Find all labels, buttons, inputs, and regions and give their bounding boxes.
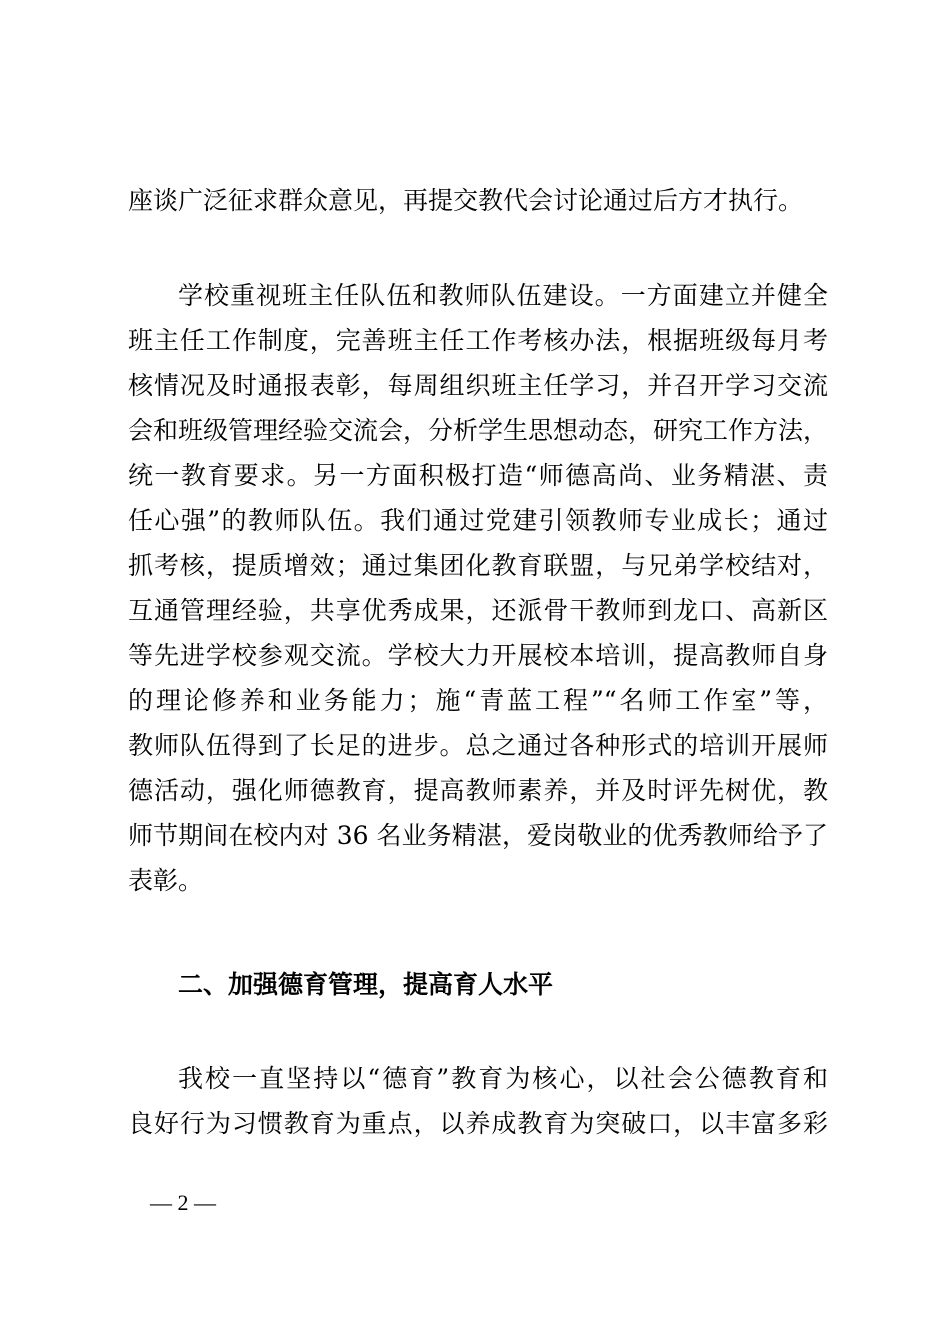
paragraph-2-line: 教师队伍得到了长足的进步。总之通过各种形式的培训开展师 (128, 731, 828, 760)
paragraph-2-line: 班主任工作制度，完善班主任工作考核办法，根据班级每月考 (128, 326, 828, 355)
paragraph-2-line: 会和班级管理经验交流会，分析学生思想动态，研究工作方法， (128, 416, 829, 445)
paragraph-2-line: 表彰。 (128, 866, 204, 895)
paragraph-1-line: 座谈广泛征求群众意见，再提交教代会讨论通过后方才执行。 (128, 186, 804, 215)
paragraph-2-line: 等先进学校参观交流。学校大力开展校本培训，提高教师自身 (128, 641, 828, 670)
paragraph-2-line: 师节期间在校内对 36 名业务精湛，爱岗敬业的优秀教师给予了 (128, 821, 828, 850)
paragraph-3-line: 我校一直坚持以“德育”教育为核心，以社会公德教育和 (178, 1064, 828, 1093)
paragraph-2-line: 互通管理经验，共享优秀成果，还派骨干教师到龙口、高新区 (128, 596, 828, 625)
paragraph-2-line: 学校重视班主任队伍和教师队伍建设。一方面建立并健全 (178, 281, 828, 310)
paragraph-2-line: 的理论修养和业务能力；施“青蓝工程”“名师工作室”等， (128, 686, 828, 715)
paragraph-2-line: 抓考核，提质增效；通过集团化教育联盟，与兄弟学校结对， (128, 551, 828, 580)
page-number: — 2 — (150, 1190, 216, 1215)
paragraph-2-line: 统一教育要求。另一方面积极打造“师德高尚、业务精湛、责 (128, 461, 828, 490)
paragraph-3-line: 良好行为习惯教育为重点，以养成教育为突破口，以丰富多彩 (128, 1109, 828, 1138)
paragraph-2-line: 核情况及时通报表彰，每周组织班主任学习，并召开学习交流 (128, 371, 828, 400)
section-heading: 二、加强德育管理，提高育人水平 (178, 970, 554, 999)
paragraph-2-line: 德活动，强化师德教育，提高教师素养，并及时评先树优，教 (128, 776, 828, 805)
paragraph-2-line: 任心强”的教师队伍。我们通过党建引领教师专业成长；通过 (128, 506, 828, 535)
